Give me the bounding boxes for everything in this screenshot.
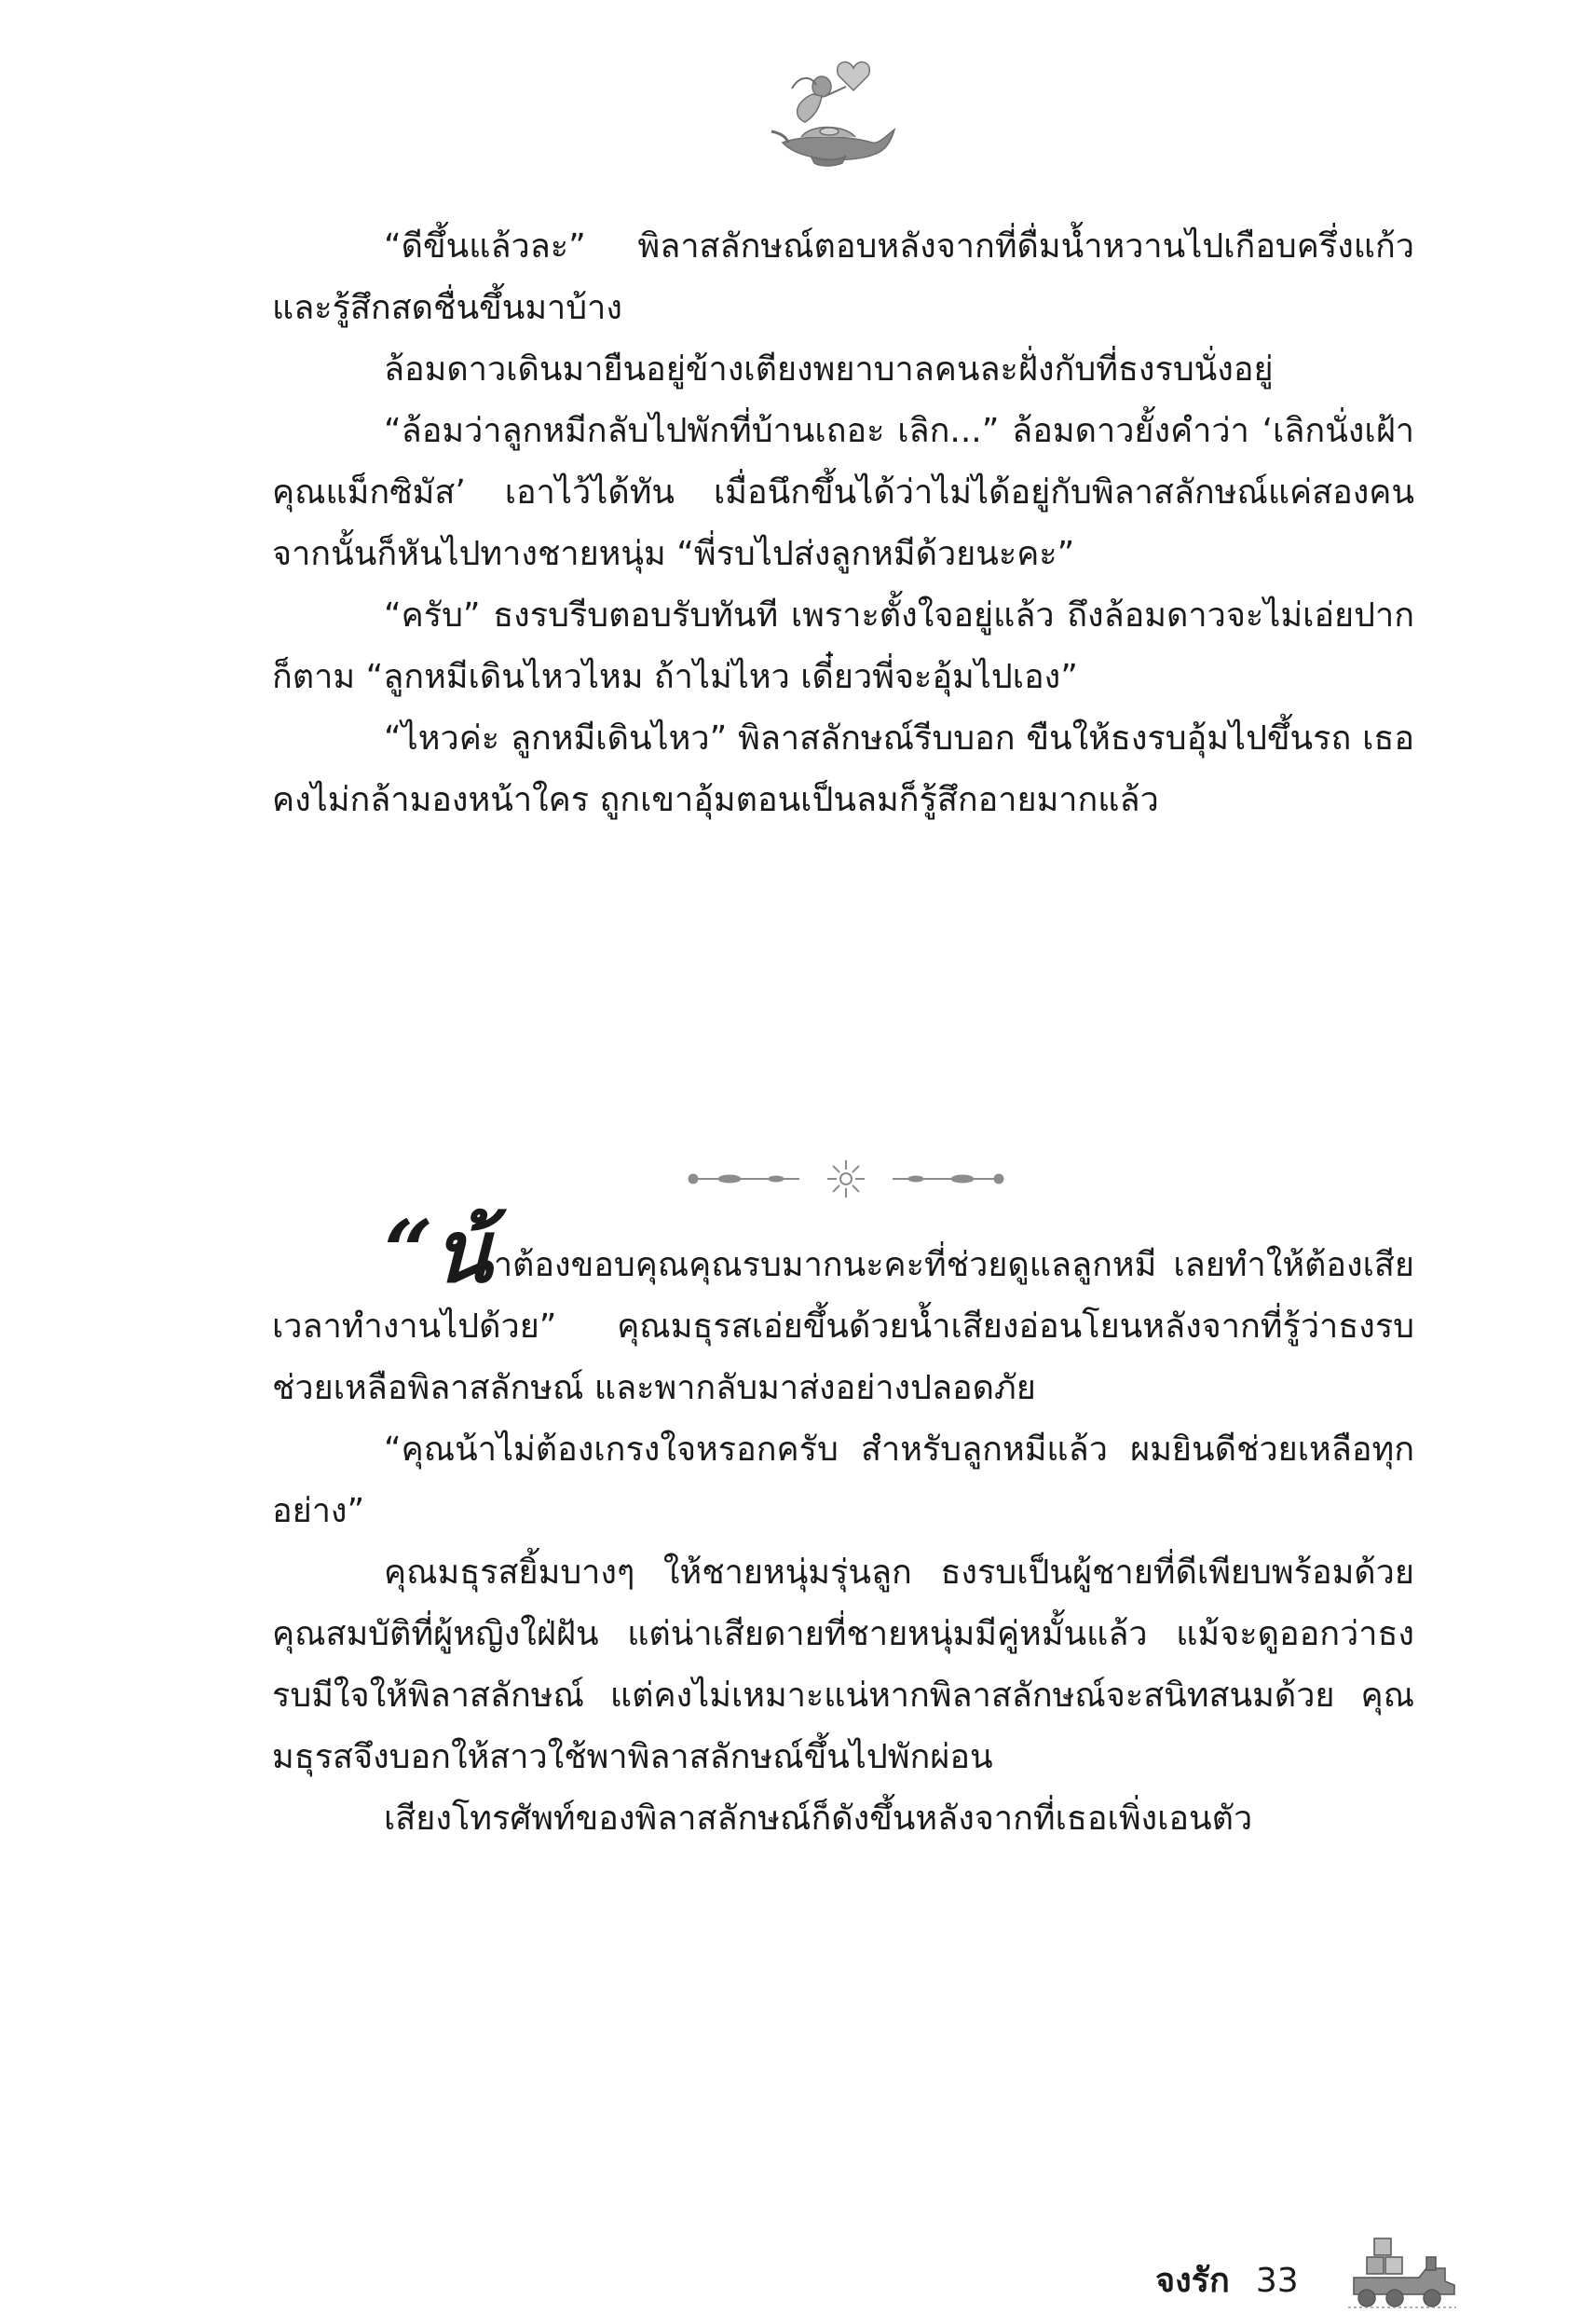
flourish-divider-icon xyxy=(688,1156,1004,1202)
paragraph-6 xyxy=(272,1201,1414,1419)
paragraph-1: “ดีขึ้นแล้วละ” พิลาสลักษณ์ตอบหลังจากที่ดื่มน้ำหวานไปเกือบครึ่งแก้วและรู้สึกสดชื่นขึ้นมาบ้าง xyxy=(272,227,1414,327)
genie-lamp-icon xyxy=(764,51,904,172)
drop-cap: “น้ xyxy=(384,1201,492,1302)
paragraph-6-text: าต้องขอบคุณคุณรบมากนะคะที่ช่วยดูแลลูกหมี เลยทำให้ต้องเสียเวลาทำงานไปด้วย” คุณมธุรสเอ่ยขึ้นด้วยน้ำเสียงอ่อนโยนหลังจากที่รู้ว่าธงรบช่วยเหลือพิลาสลักษณ์ และพากลับมาส่งอย่างปลอดภัย xyxy=(272,1246,1414,1407)
paragraph-9: เสียงโทรศัพท์ของพิลาสลักษณ์ก็ดังขึ้นหลังจากที่เธอเพิ่งเอนตัว xyxy=(384,1800,1253,1838)
paragraph-4: “ครับ” ธงรบรีบตอบรับทันที เพราะตั้งใจอยู่แล้ว ถึงล้อมดาวจะไม่เอ่ยปากก็ตาม “ลูกหมีเดินไหวไหม ถ้าไม่ไหว เดี๋ยวพี่จะอุ้มไปเอง” xyxy=(272,596,1414,696)
paragraph-8: คุณมธุรสยิ้มบางๆ ให้ชายหนุ่มรุ่นลูก ธงรบเป็นผู้ชายที่ดีเพียบพร้อมด้วยคุณสมบัติที่ผู้หญิงใฝ่ฝัน แต่น่าเสียดายที่ชายหนุ่มมีคู่หมั้นแล้ว แม้จะดูออกว่าธงรบมีใจให้พิลาสลักษณ์ แต่คงไม่เหมาะแน่หากพิลาสลักษณ์จะสนิทสนมด้วย คุณมธุรสจึงบอกให้สาวใช้พาพิลาสลักษณ์ขึ้นไปพักผ่อน xyxy=(272,1553,1414,1776)
text-block-2 xyxy=(272,1201,1414,1850)
book-title: จงรัก xyxy=(1155,2262,1230,2300)
page-footer xyxy=(1155,2253,1299,2300)
text-block-1 xyxy=(272,216,1414,831)
paragraph-3: “ล้อมว่าลูกหมีกลับไปพักที่บ้านเถอะ เลิก...” ล้อมดาวยั้งคำว่า ‘เลิกนั่งเฝ้าคุณแม็กซิมัส’ เอาไว้ได้ทัน เมื่อนึกขึ้นได้ว่าไม่ได้อยู่กับพิลาสลักษณ์แค่สองคน จากนั้นก็หันไปทางชายหนุ่ม “พี่รบไปส่งลูกหมีด้วยนะคะ” xyxy=(272,412,1414,573)
paragraph-7: “คุณน้าไม่ต้องเกรงใจหรอกครับ สำหรับลูกหมีแล้ว ผมยินดีช่วยเหลือทุกอย่าง” xyxy=(272,1430,1414,1530)
page-number: 33 xyxy=(1255,2262,1299,2300)
toy-train-blocks-icon xyxy=(1346,2229,1458,2313)
paragraph-2: ล้อมดาวเดินมายืนอยู่ข้างเตียงพยาบาลคนละฝั่งกับที่ธงรบนั่งอยู่ xyxy=(384,350,1274,389)
paragraph-5: “ไหวค่ะ ลูกหมีเดินไหว” พิลาสลักษณ์รีบบอก ขืนให้ธงรบอุ้มไปขึ้นรถ เธอคงไม่กล้ามองหน้าใคร ถูกเขาอุ้มตอนเป็นลมก็รู้สึกอายมากแล้ว xyxy=(272,719,1414,819)
